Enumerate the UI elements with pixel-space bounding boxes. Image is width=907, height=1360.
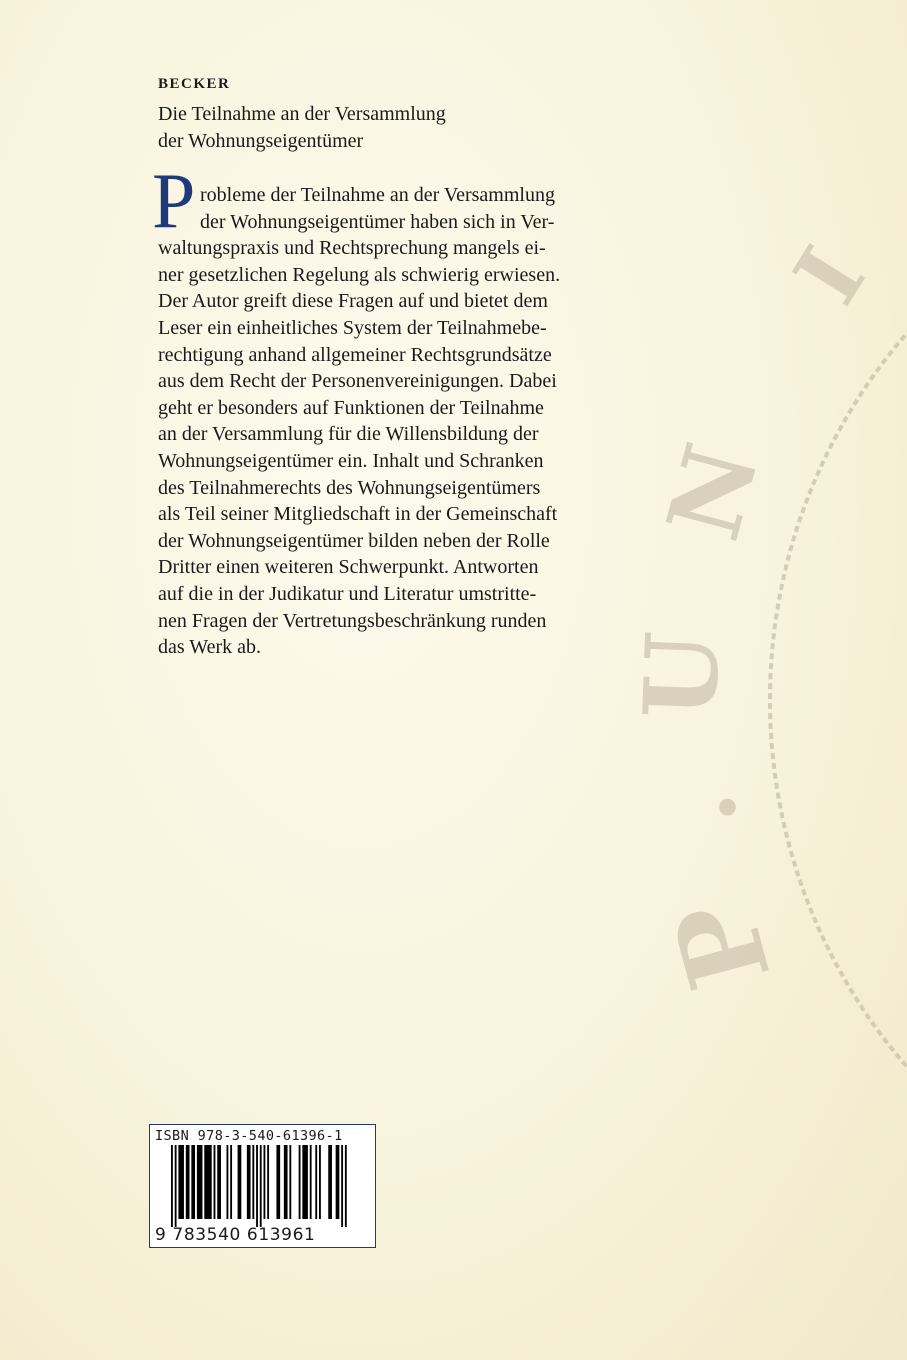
barcode-bar [252, 1145, 254, 1219]
seal-letter: · [673, 786, 782, 828]
barcode-bar [299, 1145, 301, 1219]
blurb-line: Dritter einen weiteren Schwerpunkt. Antworten [158, 556, 539, 579]
barcode-bar [267, 1145, 269, 1219]
blurb-line: an der Versammlung für die Willensbildung der [158, 423, 539, 446]
barcode-bar [214, 1145, 216, 1219]
blurb-line: rechtigung anhand allgemeiner Rechtsgrundsätze [158, 343, 552, 366]
blurb-line: nen Fragen der Vertretungsbeschränkung runden [158, 609, 547, 632]
blurb-line: Leser ein einheitliches System der Teilnahmebe- [158, 316, 547, 339]
barcode-bar [341, 1145, 343, 1227]
barcode-bar [276, 1145, 280, 1219]
author-name: BECKER [158, 76, 231, 92]
barcode-bar [230, 1145, 232, 1219]
blurb-line: waltungspraxis und Rechtsprechung mangels ei- [158, 237, 546, 260]
barcode-bar [247, 1145, 251, 1219]
barcode-bar [178, 1145, 184, 1219]
blurb-line: Wohnungseigentümer ein. Inhalt und Schranken [158, 449, 544, 472]
barcode-bar [319, 1145, 321, 1219]
barcode-bar [284, 1145, 288, 1219]
barcode-bar [336, 1145, 340, 1219]
blurb-line: als Teil seiner Mitgliedschaft in der Gemeinschaft [158, 503, 558, 526]
barcode-bar [256, 1145, 258, 1227]
blurb-line: ner gesetzlichen Regelung als schwierig erwiesen. [158, 263, 561, 286]
barcode-bar [238, 1145, 242, 1219]
barcode-bar [204, 1145, 211, 1219]
seal-letter: U [621, 629, 743, 721]
barcode-bar [264, 1145, 266, 1219]
barcode-bar [217, 1145, 221, 1219]
seal-letter: I [773, 229, 886, 322]
seal-letter: N [644, 432, 782, 552]
barcode-bar [328, 1145, 332, 1219]
barcode-bar [227, 1145, 229, 1219]
blurb-line: der Wohnungseigentümer haben sich in Ver- [200, 210, 555, 233]
barcode-bar [197, 1145, 203, 1219]
blurb-line: der Wohnungseigentümer bilden neben der Rolle [158, 529, 550, 552]
blurb-line: geht er besonders auf Funktionen der Teilnahme [158, 396, 544, 419]
barcode-icon [171, 1145, 361, 1229]
blurb-line: des Teilnahmerechts des Wohnungseigentümers [158, 476, 541, 499]
barcode-bar [345, 1145, 347, 1227]
barcode-bar [260, 1145, 262, 1227]
book-title-line: der Wohnungseigentümer [158, 130, 364, 152]
barcode-bar [171, 1145, 173, 1227]
isbn-label: ISBN 978-3-540-61396-1 [155, 1128, 343, 1144]
isbn-barcode-box [149, 1124, 376, 1248]
barcode-bar [289, 1145, 291, 1219]
drop-cap: P [152, 157, 196, 244]
seal-letter: P [649, 888, 796, 1002]
blurb-line: aus dem Recht der Personenvereinigungen. Dabei [158, 370, 557, 393]
blurb-line: robleme der Teilnahme an der Versammlung [200, 184, 555, 206]
barcode-bar [310, 1145, 312, 1219]
barcode-bar [302, 1145, 308, 1219]
blurb-line: auf die in der Judikatur und Literatur umstritte- [158, 582, 537, 605]
barcode-bar [175, 1145, 177, 1227]
book-title-line: Die Teilnahme an der Versammlung [158, 103, 446, 125]
barcode-number: 9 783540 613961 [155, 1225, 316, 1245]
blurb-line: Der Autor greift diese Fragen auf und bietet dem [158, 290, 548, 313]
barcode-bar [315, 1145, 317, 1219]
blurb-text [152, 157, 628, 661]
book-title [158, 101, 578, 155]
barcode-bar [191, 1145, 195, 1219]
barcode-bar [186, 1145, 190, 1219]
blurb-line: das Werk ab. [158, 636, 261, 659]
